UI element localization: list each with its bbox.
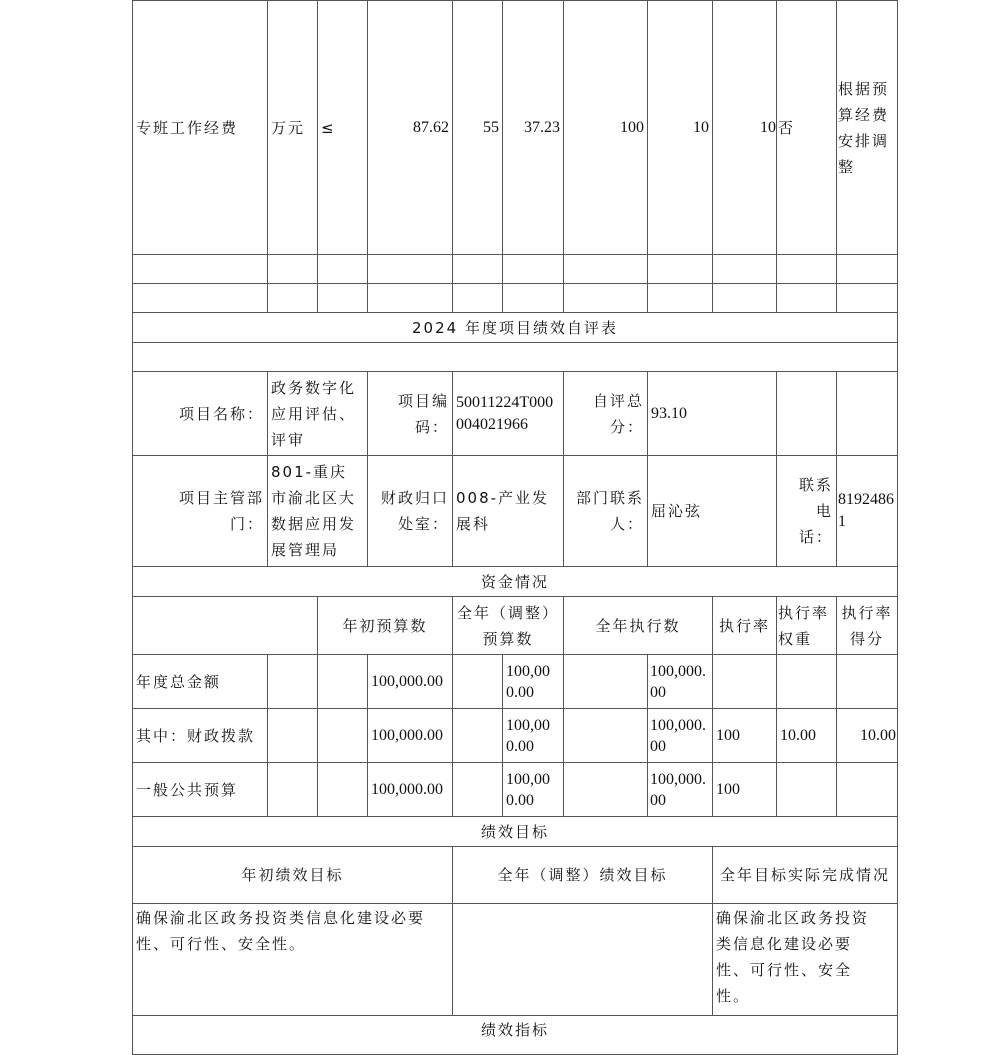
funds-title-cell: [132, 566, 898, 597]
empty-cell: [267, 708, 318, 763]
funds-row-initial: 100,000.00: [371, 727, 443, 744]
funds-row-weight-cell: [776, 762, 837, 817]
empty-cell: [776, 371, 837, 456]
goals-initial-cell: [132, 903, 453, 1016]
funds-row-score-cell: [836, 708, 898, 763]
dept-label: 项目主管部门：: [178, 489, 264, 533]
goals-initial-text: 确保渝北区政务投资类信息化建设必要性、可行性、安全性。: [136, 909, 426, 953]
goals-actual-text: 确保渝北区政务投资类信息化建设必要性、可行性、安全性。: [716, 909, 870, 1005]
dept-cell: [267, 455, 368, 567]
indicator-v2: 37.23: [524, 118, 560, 136]
empty-cell: [132, 254, 268, 284]
goals-title-cell: [132, 816, 898, 847]
funds-row-adjusted: 100,000.00: [506, 662, 550, 701]
phone-cell: [836, 455, 898, 567]
empty-row: [132, 342, 898, 372]
funds-row-initial-cell: [367, 654, 453, 709]
funds-row-executed-cell: [647, 762, 713, 817]
empty-cell: [132, 283, 268, 313]
indicator-remark: 根据预算经费安排调整: [838, 79, 890, 176]
empty-cell: [452, 283, 503, 313]
funds-row-adjusted-cell: [502, 762, 564, 817]
empty-cell: [712, 283, 777, 313]
funds-row-adjusted: 100,000.00: [506, 770, 550, 809]
project-code-cell: [452, 371, 564, 456]
funds-row-weight-cell: [776, 654, 837, 709]
project-code: 50011224T000004021966: [456, 393, 554, 433]
dept-label-cell: [132, 455, 268, 567]
funds-row-rate-cell: [712, 762, 777, 817]
score-label: 自评总分：: [592, 391, 644, 436]
indicator-target-cell: [367, 0, 453, 255]
indicator-v1: 55: [483, 118, 499, 136]
empty-cell: [317, 762, 368, 817]
dept-value: 801-重庆市渝北区大数据应用发展管理局: [271, 463, 357, 559]
funds-row-label: 一般公共预算: [136, 780, 239, 799]
empty-cell: [563, 654, 648, 709]
funds-header-executed-label: 全年执行数: [595, 616, 681, 635]
finance-label: 财政归口处室：: [380, 489, 449, 533]
funds-row-initial: 100,000.00: [371, 673, 443, 690]
finance-cell: [452, 455, 564, 567]
funds-header-score-label: 执行率得分: [841, 603, 893, 648]
indicators-title: 绩效指标: [480, 1021, 549, 1039]
goals-header-initial-label: 年初绩效目标: [241, 866, 344, 884]
empty-cell: [836, 283, 898, 313]
funds-row-rate-cell: [712, 708, 777, 763]
project-code-label-cell: [367, 371, 453, 456]
funds-row-executed: 100,000.00: [650, 662, 706, 701]
funds-row-score-cell: [836, 762, 898, 817]
empty-cell: [776, 283, 837, 313]
contact-value: 屈沁弦: [651, 502, 703, 520]
indicator-v4-cell: [647, 0, 713, 255]
funds-row-initial-cell: [367, 708, 453, 763]
empty-cell: [317, 283, 368, 313]
indicator-name-cell: [132, 0, 268, 255]
funds-row-label-cell: [132, 762, 268, 817]
indicator-v4: 10: [693, 118, 709, 136]
funds-row-weight: 10.00: [780, 726, 816, 744]
score-label-cell: [563, 371, 648, 456]
finance-value: 008-产业发展科: [456, 489, 550, 533]
goals-actual-cell: [712, 903, 898, 1016]
goals-header-actual: [712, 846, 898, 904]
goals-header-adjusted: [452, 846, 713, 904]
score-cell: [647, 371, 777, 456]
funds-row-rate: 100: [716, 726, 740, 744]
indicator-flag-cell: [776, 0, 837, 255]
funds-header-blank: [132, 596, 318, 655]
goals-header-adjusted-label: 全年（调整）绩效目标: [497, 866, 668, 884]
funds-header-weight: [776, 596, 837, 655]
empty-cell: [776, 254, 837, 284]
indicator-flag: 否: [778, 118, 796, 137]
empty-cell: [367, 283, 453, 313]
goals-adjusted-cell: [452, 903, 713, 1016]
funds-row-label: 其中：财政拨款: [136, 726, 256, 745]
empty-cell: [317, 708, 368, 763]
funds-header-rate: [712, 596, 777, 655]
indicator-v2-cell: [502, 0, 564, 255]
empty-cell: [563, 762, 648, 817]
funds-header-executed: [563, 596, 713, 655]
empty-cell: [836, 371, 898, 456]
empty-cell: [267, 762, 318, 817]
empty-cell: [563, 708, 648, 763]
empty-cell: [452, 762, 503, 817]
funds-header-weight-label: 执行率权重: [778, 603, 830, 648]
funds-row-score: 10.00: [860, 726, 896, 744]
contact-cell: [647, 455, 777, 567]
funds-row-adjusted-cell: [502, 654, 564, 709]
empty-cell: [502, 283, 564, 313]
indicator-unit: 万元: [271, 118, 306, 137]
empty-cell: [317, 654, 368, 709]
funds-header-initial-label: 年初预算数: [342, 616, 428, 635]
funds-row-label: 年度总金额: [136, 672, 222, 691]
funds-row-executed: 100,000.00: [650, 770, 706, 809]
empty-cell: [267, 283, 318, 313]
empty-cell: [563, 254, 648, 284]
indicator-v3-cell: [563, 0, 648, 255]
phone-value: 81924861: [838, 491, 894, 530]
funds-title: 资金情况: [480, 572, 549, 591]
empty-cell: [836, 254, 898, 284]
empty-cell: [267, 254, 318, 284]
project-name: 政务数字化应用评估、评审: [271, 378, 357, 449]
indicator-v1-cell: [452, 0, 503, 255]
empty-cell: [647, 283, 713, 313]
funds-row-executed-cell: [647, 708, 713, 763]
indicator-v3: 100: [620, 118, 644, 136]
empty-cell: [452, 708, 503, 763]
goals-title: 绩效目标: [480, 822, 549, 841]
form-title-cell: [132, 312, 898, 343]
project-name-cell: [267, 371, 368, 456]
funds-header-score: [836, 596, 898, 655]
funds-row-weight-cell: [776, 708, 837, 763]
empty-cell: [452, 254, 503, 284]
indicator-v5-cell: [712, 0, 777, 255]
funds-header-initial: [317, 596, 453, 655]
indicator-name: 专班工作经费: [136, 118, 239, 137]
phone-label-cell: [776, 455, 837, 567]
score-value: 93.10: [651, 404, 687, 422]
empty-cell: [647, 254, 713, 284]
funds-row-rate-cell: [712, 654, 777, 709]
indicator-remark-cell: [836, 0, 898, 255]
indicators-title-cell: [132, 1015, 898, 1055]
funds-row-executed: 100,000.00: [650, 716, 706, 755]
funds-row-rate: 100: [716, 780, 740, 798]
funds-row-label-cell: [132, 654, 268, 709]
goals-header-initial: [132, 846, 453, 904]
funds-row-label-cell: [132, 708, 268, 763]
indicator-operator-cell: [317, 0, 368, 255]
empty-cell: [563, 283, 648, 313]
empty-cell: [367, 254, 453, 284]
form-title: 2024 年度项目绩效自评表: [412, 318, 618, 337]
indicator-v5: 10: [760, 118, 776, 136]
funds-header-rate-label: 执行率: [718, 616, 770, 635]
funds-row-adjusted: 100,000.00: [506, 716, 550, 755]
project-code-label: 项目编码：: [397, 391, 449, 436]
empty-cell: [317, 254, 368, 284]
indicator-unit-cell: [267, 0, 318, 255]
empty-cell: [712, 254, 777, 284]
indicator-target: 87.62: [413, 118, 449, 136]
funds-row-executed-cell: [647, 654, 713, 709]
indicator-operator: ≤: [321, 118, 336, 137]
goals-header-actual-label: 全年目标实际完成情况: [719, 866, 890, 884]
empty-cell: [502, 254, 564, 284]
empty-cell: [452, 654, 503, 709]
empty-cell: [267, 654, 318, 709]
contact-label-cell: [563, 455, 648, 567]
funds-header-adjusted: [452, 596, 564, 655]
phone-label: 联系电话：: [798, 476, 833, 546]
finance-label-cell: [367, 455, 453, 567]
funds-header-adjusted-label: 全年（调整）预算数: [456, 603, 559, 648]
funds-row-initial-cell: [367, 762, 453, 817]
funds-row-initial: 100,000.00: [371, 781, 443, 798]
funds-row-score-cell: [836, 654, 898, 709]
contact-label: 部门联系人：: [575, 489, 644, 533]
project-name-label-cell: [132, 371, 268, 456]
project-name-label: 项目名称：: [178, 404, 264, 423]
funds-row-adjusted-cell: [502, 708, 564, 763]
